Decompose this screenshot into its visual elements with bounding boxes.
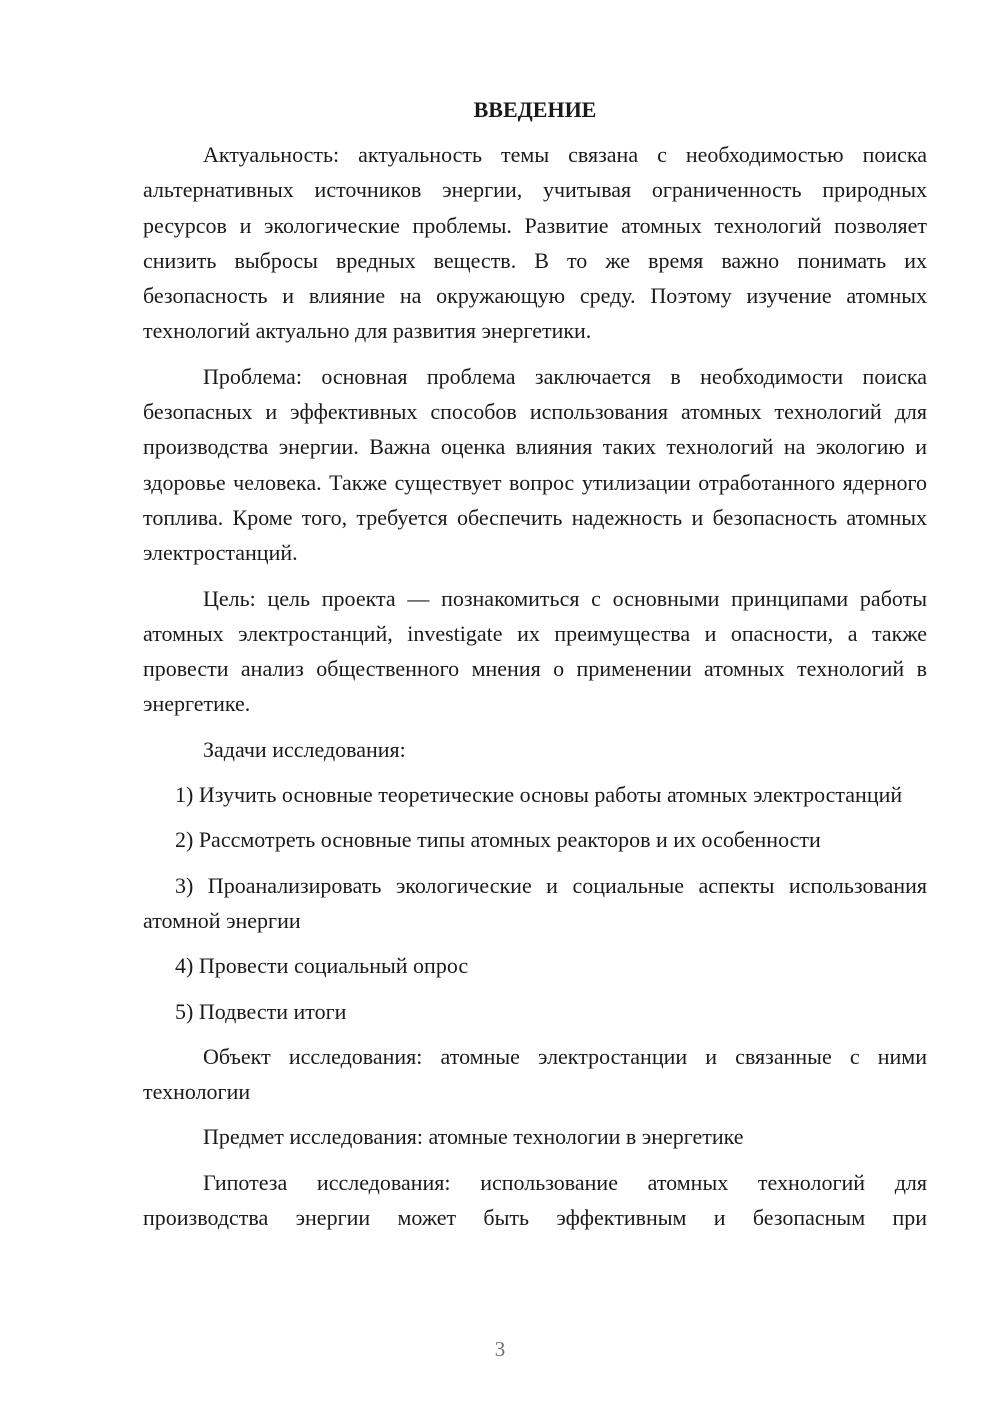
task-item-5: 5) Подвести итоги: [175, 998, 347, 1024]
paragraph-subject: Предмет исследования: атомные технологии в энергетике: [203, 1124, 744, 1150]
task-item-3: 3) Проанализировать экологические и социальные аспекты использования атомной энергии: [143, 872, 927, 933]
task-item-2: 2) Рассмотреть основные типы атомных реакторов и их особенности: [175, 827, 821, 853]
paragraph-problem: Проблема: основная проблема заключается в необходимости поиска безопасных и эффективных способов использования атомных технологий для производства энергии. Важна оценка влияния таких технологий на экологию и здоровье человека. Также существует вопрос утилизации отработанного ядерного топлива. Кроме того, требуется обеспечить надежность и безопасность атомных электростанций.: [143, 363, 927, 566]
page-number: 3: [494, 1337, 506, 1361]
paragraph-tasks-heading: Задачи исследования:: [203, 736, 406, 762]
task-item-4: 4) Провести социальный опрос: [175, 953, 469, 979]
paragraph-hypothesis: Гипотеза исследования: использование атомных технологий для производства энергии может быть эффективным и безопасным при: [143, 1169, 927, 1231]
page-content: [143, 92, 927, 1235]
paragraph-relevance: Актуальность: актуальность темы связана с необходимостью поиска альтернативных источников энергии, учитывая ограниченность природных ресурсов и экологические проблемы. Развитие атомных технологий позволяет снизить выбросы вредных веществ. В то же время важно понимать их безопасность и влияние на окружающую среду. Поэтому изучение атомных технологий актуально для развития энергетики.: [143, 142, 927, 344]
section-title: ВВЕДЕНИЕ: [473, 97, 597, 122]
paragraph-object: Объект исследования: атомные электростанции и связанные с ними технологии: [143, 1043, 927, 1105]
paragraph-goal: Цель: цель проекта — познакомиться с основными принципами работы атомных электростанций, investigate их преимущества и опасности, а также провести анализ общественного мнения о применении атомных технологий в энергетике.: [143, 585, 927, 717]
task-item-1: 1) Изучить основные теоретические основы работы атомных электростанций: [175, 782, 903, 808]
